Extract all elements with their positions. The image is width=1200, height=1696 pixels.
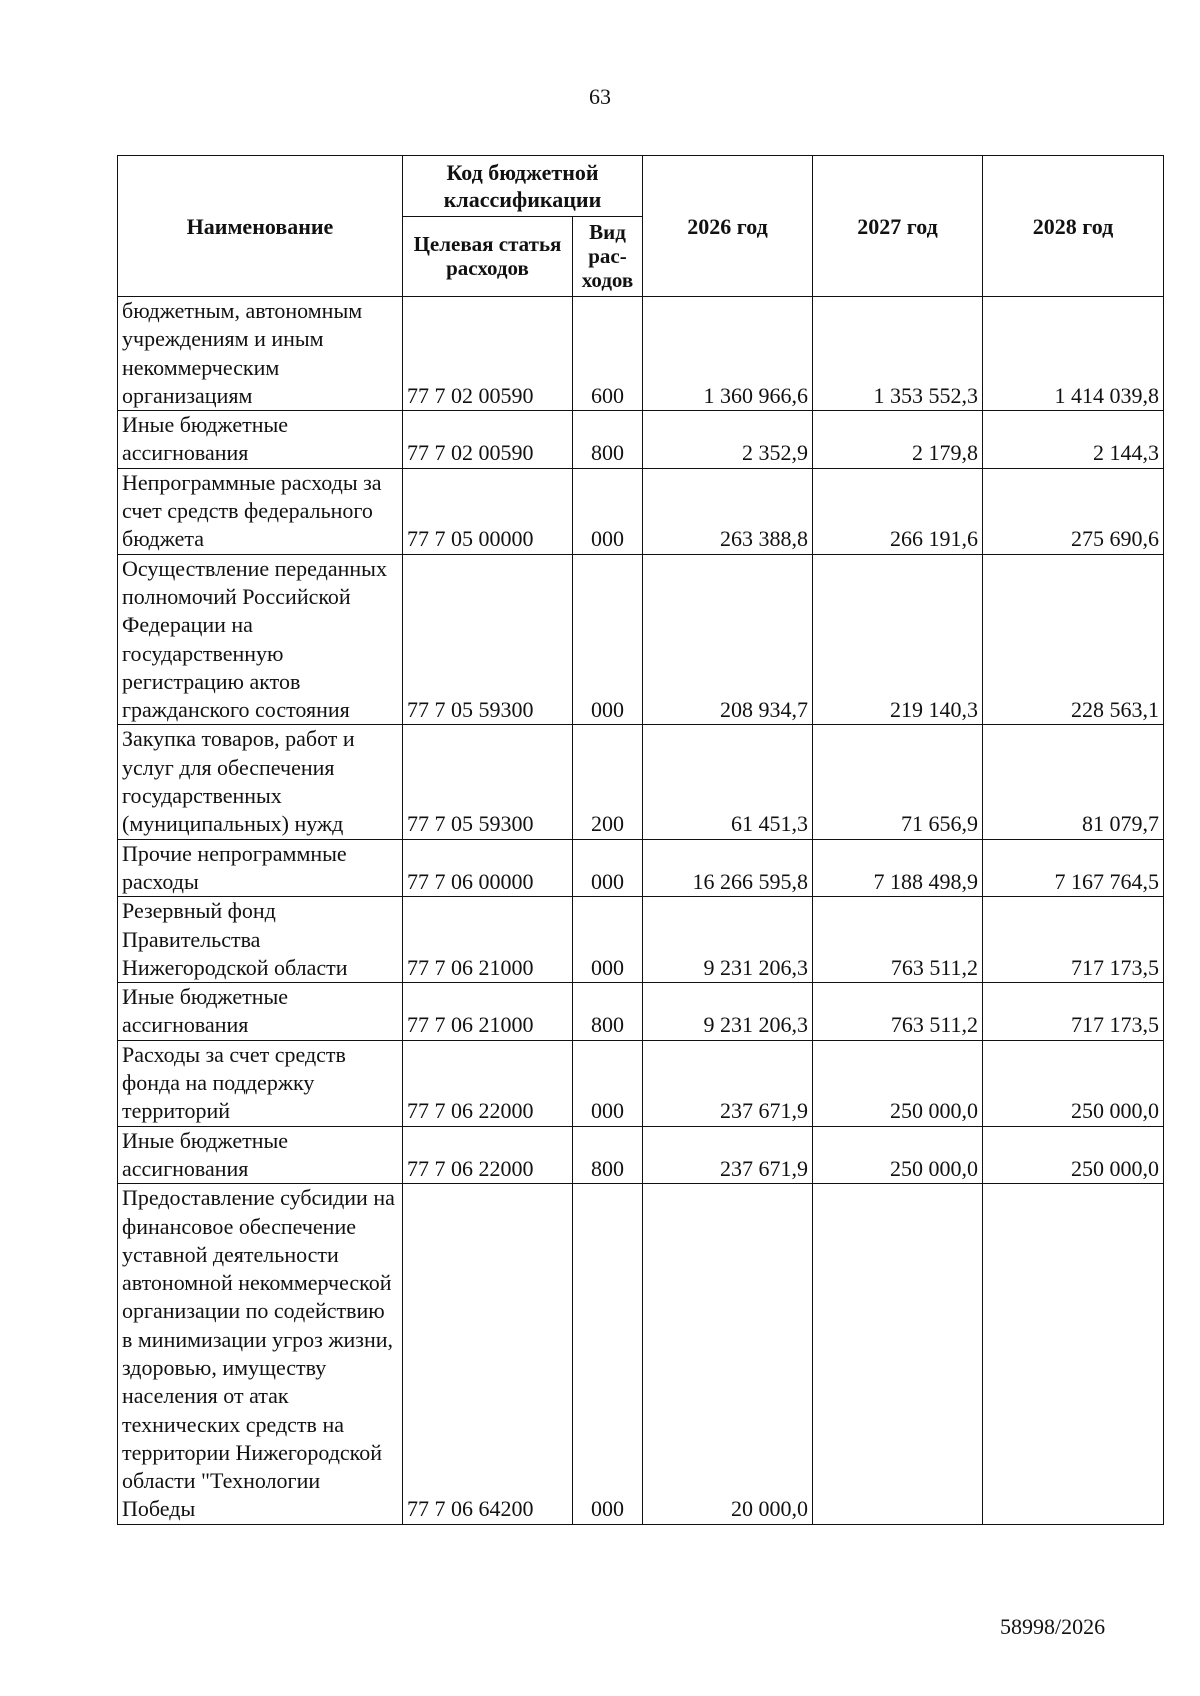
table-row	[118, 839, 1164, 897]
row-target-article: 77 7 05 00000	[403, 468, 573, 554]
table-row	[118, 725, 1164, 839]
row-name: Резервный фонд Правительства Нижегородской области	[118, 897, 403, 983]
table-row	[118, 1184, 1164, 1525]
row-target-article: 77 7 05 59300	[403, 554, 573, 725]
row-amount-2027: 763 511,2	[813, 897, 983, 983]
row-name: Предоставление субсидии на финансовое обеспечение уставной деятельности автономной некоммерческой организации по содействию в минимизации угроз жизни, здоровью, имуществу населения от атак технических средств на территории Нижегородской области "Технологии Победы	[118, 1184, 403, 1525]
row-name: Закупка товаров, работ и услуг для обеспечения государственных (муниципальных) нужд	[118, 725, 403, 839]
table-header	[118, 156, 1164, 297]
header-2027: 2027 год	[813, 156, 983, 297]
row-expense-type: 800	[573, 1126, 643, 1184]
row-amount-2027: 219 140,3	[813, 554, 983, 725]
row-amount-2027: 7 188 498,9	[813, 839, 983, 897]
row-expense-type: 000	[573, 839, 643, 897]
table-row	[118, 1126, 1164, 1184]
row-amount-2026: 263 388,8	[643, 468, 813, 554]
row-expense-type: 000	[573, 897, 643, 983]
row-name: Расходы за счет средств фонда на поддержку территорий	[118, 1040, 403, 1126]
row-target-article: 77 7 06 21000	[403, 983, 573, 1041]
row-target-article: 77 7 02 00590	[403, 297, 573, 411]
row-amount-2027: 71 656,9	[813, 725, 983, 839]
row-target-article: 77 7 06 21000	[403, 897, 573, 983]
table-row	[118, 468, 1164, 554]
row-amount-2028: 2 144,3	[983, 411, 1164, 469]
row-amount-2026: 20 000,0	[643, 1184, 813, 1525]
header-2026: 2026 год	[643, 156, 813, 297]
row-amount-2028: 250 000,0	[983, 1040, 1164, 1126]
table-body	[118, 297, 1164, 1525]
row-target-article: 77 7 06 22000	[403, 1126, 573, 1184]
row-expense-type: 000	[573, 554, 643, 725]
row-amount-2026: 237 671,9	[643, 1126, 813, 1184]
row-amount-2027: 250 000,0	[813, 1040, 983, 1126]
table-row	[118, 1040, 1164, 1126]
row-amount-2027: 1 353 552,3	[813, 297, 983, 411]
row-amount-2026: 9 231 206,3	[643, 897, 813, 983]
row-amount-2026: 237 671,9	[643, 1040, 813, 1126]
row-amount-2028: 275 690,6	[983, 468, 1164, 554]
row-name: Осуществление переданных полномочий Российской Федерации на государственную регистрацию актов гражданского состояния	[118, 554, 403, 725]
row-expense-type: 800	[573, 411, 643, 469]
row-name: бюджетным, автономным учреждениям и иным некоммерческим организациям	[118, 297, 403, 411]
row-amount-2027: 2 179,8	[813, 411, 983, 469]
row-amount-2026: 1 360 966,6	[643, 297, 813, 411]
row-amount-2026: 16 266 595,8	[643, 839, 813, 897]
header-kbk: Код бюджетной классификации	[403, 156, 643, 217]
row-expense-type: 200	[573, 725, 643, 839]
header-target-article: Целевая статья расходов	[403, 216, 573, 296]
row-name: Иные бюджетные ассигнования	[118, 411, 403, 469]
row-amount-2028: 250 000,0	[983, 1126, 1164, 1184]
table-row	[118, 411, 1164, 469]
row-amount-2028: 717 173,5	[983, 897, 1164, 983]
row-name: Иные бюджетные ассигнования	[118, 1126, 403, 1184]
row-target-article: 77 7 05 59300	[403, 725, 573, 839]
document-number: 58998/2026	[1000, 1614, 1106, 1639]
table-row	[118, 554, 1164, 725]
row-amount-2028: 717 173,5	[983, 983, 1164, 1041]
row-target-article: 77 7 06 64200	[403, 1184, 573, 1525]
row-amount-2027: 763 511,2	[813, 983, 983, 1041]
row-amount-2027: 266 191,6	[813, 468, 983, 554]
row-name: Непрограммные расходы за счет средств федерального бюджета	[118, 468, 403, 554]
header-2028: 2028 год	[983, 156, 1164, 297]
row-target-article: 77 7 06 22000	[403, 1040, 573, 1126]
row-amount-2027: 250 000,0	[813, 1126, 983, 1184]
page-number: 63	[589, 84, 611, 109]
row-amount-2028: 1 414 039,8	[983, 297, 1164, 411]
table-row	[118, 983, 1164, 1041]
row-target-article: 77 7 06 00000	[403, 839, 573, 897]
row-amount-2028: 7 167 764,5	[983, 839, 1164, 897]
row-amount-2028: 81 079,7	[983, 725, 1164, 839]
row-expense-type: 800	[573, 983, 643, 1041]
row-amount-2026: 9 231 206,3	[643, 983, 813, 1041]
row-amount-2026: 61 451,3	[643, 725, 813, 839]
row-expense-type: 000	[573, 1184, 643, 1525]
row-name: Иные бюджетные ассигнования	[118, 983, 403, 1041]
row-amount-2028	[983, 1184, 1164, 1525]
row-name: Прочие непрограммные расходы	[118, 839, 403, 897]
row-amount-2026: 2 352,9	[643, 411, 813, 469]
row-amount-2026: 208 934,7	[643, 554, 813, 725]
row-expense-type: 000	[573, 1040, 643, 1126]
header-expense-type: Вид рас-ходов	[573, 216, 643, 296]
header-name: Наименование	[118, 156, 403, 297]
table-row	[118, 897, 1164, 983]
row-expense-type: 000	[573, 468, 643, 554]
row-amount-2027	[813, 1184, 983, 1525]
table-row	[118, 297, 1164, 411]
budget-table	[117, 155, 1164, 1525]
row-expense-type: 600	[573, 297, 643, 411]
row-amount-2028: 228 563,1	[983, 554, 1164, 725]
row-target-article: 77 7 02 00590	[403, 411, 573, 469]
